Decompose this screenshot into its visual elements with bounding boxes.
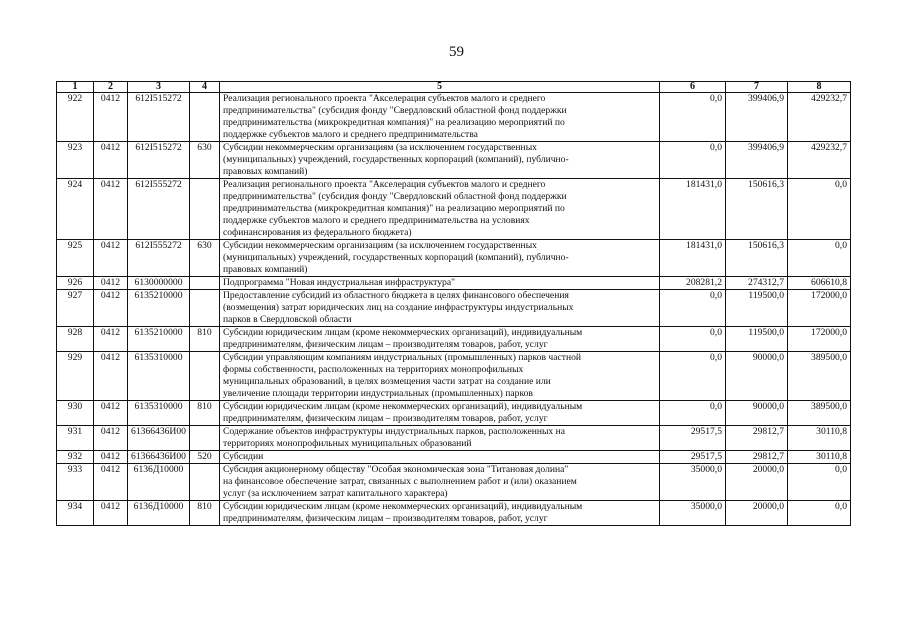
column-header: 3 bbox=[128, 82, 190, 93]
amount-year-3: 0,0 bbox=[788, 240, 851, 277]
header-row bbox=[57, 82, 851, 93]
budget-table bbox=[56, 81, 851, 526]
description-line: софинансирования из федерального бюджета) bbox=[223, 227, 412, 238]
amount-year-1: 181431,0 bbox=[660, 240, 726, 277]
section-code: 0412 bbox=[94, 240, 128, 277]
amount-year-3: 0,0 bbox=[788, 179, 851, 240]
description-line: территориях монопрофильных муниципальных образований bbox=[223, 438, 472, 449]
amount-year-3: 172000,0 bbox=[788, 327, 851, 352]
expense-type-code bbox=[190, 93, 220, 142]
column-header: 2 bbox=[94, 82, 128, 93]
target-article-code: 6136Д10000 bbox=[128, 501, 190, 526]
description-line: предпринимателям, физическим лицам – производителям товаров, работ, услуг bbox=[223, 513, 548, 524]
expense-type-code bbox=[190, 464, 220, 501]
table-row bbox=[57, 464, 851, 501]
row-description bbox=[220, 142, 660, 179]
description-line: услуг (за исключением затрат капитального характера) bbox=[223, 488, 448, 499]
amount-year-1: 35000,0 bbox=[660, 501, 726, 526]
expense-type-code: 810 bbox=[190, 401, 220, 426]
table-row bbox=[57, 290, 851, 327]
description-line: Субсидия акционерному обществу "Особая экономическая зона "Титановая долина" bbox=[223, 464, 569, 475]
amount-year-1: 0,0 bbox=[660, 93, 726, 142]
table-row bbox=[57, 277, 851, 290]
section-code: 0412 bbox=[94, 451, 128, 464]
amount-year-3: 0,0 bbox=[788, 501, 851, 526]
description-line: предпринимательства (микрокредитная компания)" на реализацию мероприятий по bbox=[223, 117, 565, 128]
amount-year-3: 389500,0 bbox=[788, 352, 851, 401]
table-row bbox=[57, 426, 851, 451]
target-article-code: 61366436И00 bbox=[128, 426, 190, 451]
amount-year-1: 0,0 bbox=[660, 142, 726, 179]
target-article-code: 6135310000 bbox=[128, 352, 190, 401]
row-number: 930 bbox=[57, 401, 94, 426]
amount-year-2: 20000,0 bbox=[726, 464, 788, 501]
amount-year-1: 0,0 bbox=[660, 401, 726, 426]
amount-year-2: 150616,3 bbox=[726, 240, 788, 277]
expense-type-code: 810 bbox=[190, 501, 220, 526]
table-row bbox=[57, 501, 851, 526]
description-line: формы собственности, расположенных на территориях монопрофильных bbox=[223, 364, 524, 375]
column-header: 5 bbox=[220, 82, 660, 93]
description-line: (муниципальных) учреждений, государственных корпораций (компаний), публично- bbox=[223, 252, 569, 263]
column-header: 1 bbox=[57, 82, 94, 93]
column-header: 7 bbox=[726, 82, 788, 93]
description-line: поддержке субъектов малого и среднего предпринимательства на условиях bbox=[223, 215, 530, 226]
table-row bbox=[57, 327, 851, 352]
description-line: Субсидии юридическим лицам (кроме некоммерческих организаций), индивидуальным bbox=[223, 401, 583, 412]
target-article-code: 612I515272 bbox=[128, 93, 190, 142]
row-number: 925 bbox=[57, 240, 94, 277]
amount-year-1: 0,0 bbox=[660, 290, 726, 327]
amount-year-3: 30110,8 bbox=[788, 451, 851, 464]
amount-year-1: 208281,2 bbox=[660, 277, 726, 290]
description-line: Субсидии некоммерческим организациям (за исключением государственных bbox=[223, 142, 537, 153]
expense-type-code: 630 bbox=[190, 240, 220, 277]
section-code: 0412 bbox=[94, 179, 128, 240]
section-code: 0412 bbox=[94, 426, 128, 451]
description-line: (муниципальных) учреждений, государственных корпораций (компаний), публично- bbox=[223, 154, 569, 165]
amount-year-2: 20000,0 bbox=[726, 501, 788, 526]
table-row bbox=[57, 93, 851, 142]
row-description bbox=[220, 401, 660, 426]
description-line: Подпрограмма "Новая индустриальная инфраструктура" bbox=[223, 277, 455, 288]
description-line: Субсидии управляющим компаниям индустриальных (промышленных) парков частной bbox=[223, 352, 582, 363]
amount-year-3: 429232,7 bbox=[788, 142, 851, 179]
amount-year-1: 29517,5 bbox=[660, 451, 726, 464]
description-line: муниципальных образований, в целях возмещения части затрат на создание или bbox=[223, 376, 551, 387]
amount-year-2: 90000,0 bbox=[726, 401, 788, 426]
target-article-code: 6135210000 bbox=[128, 327, 190, 352]
row-number: 932 bbox=[57, 451, 94, 464]
amount-year-2: 29812,7 bbox=[726, 426, 788, 451]
description-line: Субсидии юридическим лицам (кроме некоммерческих организаций), индивидуальным bbox=[223, 327, 583, 338]
amount-year-3: 30110,8 bbox=[788, 426, 851, 451]
row-description bbox=[220, 240, 660, 277]
row-description bbox=[220, 277, 660, 290]
row-number: 927 bbox=[57, 290, 94, 327]
amount-year-3: 389500,0 bbox=[788, 401, 851, 426]
row-number: 934 bbox=[57, 501, 94, 526]
amount-year-2: 119500,0 bbox=[726, 327, 788, 352]
amount-year-2: 90000,0 bbox=[726, 352, 788, 401]
row-number: 923 bbox=[57, 142, 94, 179]
target-article-code: 6136Д10000 bbox=[128, 464, 190, 501]
amount-year-2: 119500,0 bbox=[726, 290, 788, 327]
expense-type-code bbox=[190, 290, 220, 327]
description-line: парков в Свердловской области bbox=[223, 314, 352, 325]
section-code: 0412 bbox=[94, 142, 128, 179]
target-article-code: 612I555272 bbox=[128, 179, 190, 240]
description-line: предпринимательства" (субсидия фонду "Свердловский областной фонд поддержки bbox=[223, 191, 567, 202]
row-number: 924 bbox=[57, 179, 94, 240]
description-line: Реализация регионального проекта "Акселерация субъектов малого и среднего bbox=[223, 93, 546, 104]
expense-type-code: 810 bbox=[190, 327, 220, 352]
target-article-code: 61366436И00 bbox=[128, 451, 190, 464]
row-number: 933 bbox=[57, 464, 94, 501]
row-description bbox=[220, 426, 660, 451]
amount-year-2: 274312,7 bbox=[726, 277, 788, 290]
table-row bbox=[57, 240, 851, 277]
section-code: 0412 bbox=[94, 501, 128, 526]
row-number: 926 bbox=[57, 277, 94, 290]
section-code: 0412 bbox=[94, 352, 128, 401]
amount-year-1: 35000,0 bbox=[660, 464, 726, 501]
target-article-code: 6130000000 bbox=[128, 277, 190, 290]
description-line: Субсидии bbox=[223, 451, 264, 462]
expense-type-code: 520 bbox=[190, 451, 220, 464]
target-article-code: 6135210000 bbox=[128, 290, 190, 327]
row-number: 931 bbox=[57, 426, 94, 451]
amount-year-2: 399406,9 bbox=[726, 93, 788, 142]
amount-year-3: 429232,7 bbox=[788, 93, 851, 142]
target-article-code: 6135310000 bbox=[128, 401, 190, 426]
row-description bbox=[220, 464, 660, 501]
amount-year-3: 606610,8 bbox=[788, 277, 851, 290]
description-line: Субсидии юридическим лицам (кроме некоммерческих организаций), индивидуальным bbox=[223, 501, 583, 512]
column-header: 4 bbox=[190, 82, 220, 93]
section-code: 0412 bbox=[94, 327, 128, 352]
expense-type-code bbox=[190, 277, 220, 290]
description-line: Реализация регионального проекта "Акселерация субъектов малого и среднего bbox=[223, 179, 546, 190]
description-line: (возмещения) затрат юридических лиц на создание инфраструктуры индустриальных bbox=[223, 302, 574, 313]
row-number: 922 bbox=[57, 93, 94, 142]
description-line: предпринимательства (микрокредитная компания)" на реализацию мероприятий по bbox=[223, 203, 565, 214]
description-line: на финансовое обеспечение затрат, связанных с выполнением работ и (или) оказанием bbox=[223, 476, 577, 487]
description-line: Предоставление субсидий из областного бюджета в целях финансового обеспечения bbox=[223, 290, 569, 301]
expense-type-code bbox=[190, 352, 220, 401]
description-line: поддержке субъектов малого и среднего предпринимательства bbox=[223, 129, 478, 140]
description-line: Содержание объектов инфраструктуры индустриальных парков, расположенных на bbox=[223, 426, 566, 437]
description-line: правовых компаний) bbox=[223, 166, 308, 177]
amount-year-1: 0,0 bbox=[660, 352, 726, 401]
row-description bbox=[220, 290, 660, 327]
row-number: 928 bbox=[57, 327, 94, 352]
description-line: предпринимателям, физическим лицам – производителям товаров, работ, услуг bbox=[223, 339, 548, 350]
description-line: предпринимателям, физическим лицам – производителям товаров, работ, услуг bbox=[223, 413, 548, 424]
description-line: предпринимательства" (субсидия фонду "Свердловский областной фонд поддержки bbox=[223, 105, 567, 116]
target-article-code: 612I555272 bbox=[128, 240, 190, 277]
amount-year-1: 0,0 bbox=[660, 327, 726, 352]
amount-year-1: 29517,5 bbox=[660, 426, 726, 451]
amount-year-2: 399406,9 bbox=[726, 142, 788, 179]
amount-year-3: 172000,0 bbox=[788, 290, 851, 327]
description-line: увеличение площади территории индустриальных (промышленных) парков bbox=[223, 388, 533, 399]
row-number: 929 bbox=[57, 352, 94, 401]
amount-year-3: 0,0 bbox=[788, 464, 851, 501]
table-row bbox=[57, 142, 851, 179]
table-row bbox=[57, 451, 851, 464]
description-line: правовых компаний) bbox=[223, 264, 308, 275]
expense-type-code: 630 bbox=[190, 142, 220, 179]
row-description bbox=[220, 451, 660, 464]
section-code: 0412 bbox=[94, 464, 128, 501]
expense-type-code bbox=[190, 426, 220, 451]
row-description bbox=[220, 93, 660, 142]
table-row bbox=[57, 179, 851, 240]
row-description bbox=[220, 352, 660, 401]
amount-year-1: 181431,0 bbox=[660, 179, 726, 240]
description-line: Субсидии некоммерческим организациям (за исключением государственных bbox=[223, 240, 537, 251]
target-article-code: 612I515272 bbox=[128, 142, 190, 179]
table-row bbox=[57, 352, 851, 401]
expense-type-code bbox=[190, 179, 220, 240]
table-row bbox=[57, 401, 851, 426]
amount-year-2: 150616,3 bbox=[726, 179, 788, 240]
column-header: 6 bbox=[660, 82, 726, 93]
section-code: 0412 bbox=[94, 401, 128, 426]
column-header: 8 bbox=[788, 82, 851, 93]
table-body bbox=[57, 93, 851, 526]
page-number: 59 bbox=[449, 44, 464, 60]
amount-year-2: 29812,7 bbox=[726, 451, 788, 464]
section-code: 0412 bbox=[94, 93, 128, 142]
row-description bbox=[220, 501, 660, 526]
section-code: 0412 bbox=[94, 277, 128, 290]
row-description bbox=[220, 179, 660, 240]
section-code: 0412 bbox=[94, 290, 128, 327]
row-description bbox=[220, 327, 660, 352]
